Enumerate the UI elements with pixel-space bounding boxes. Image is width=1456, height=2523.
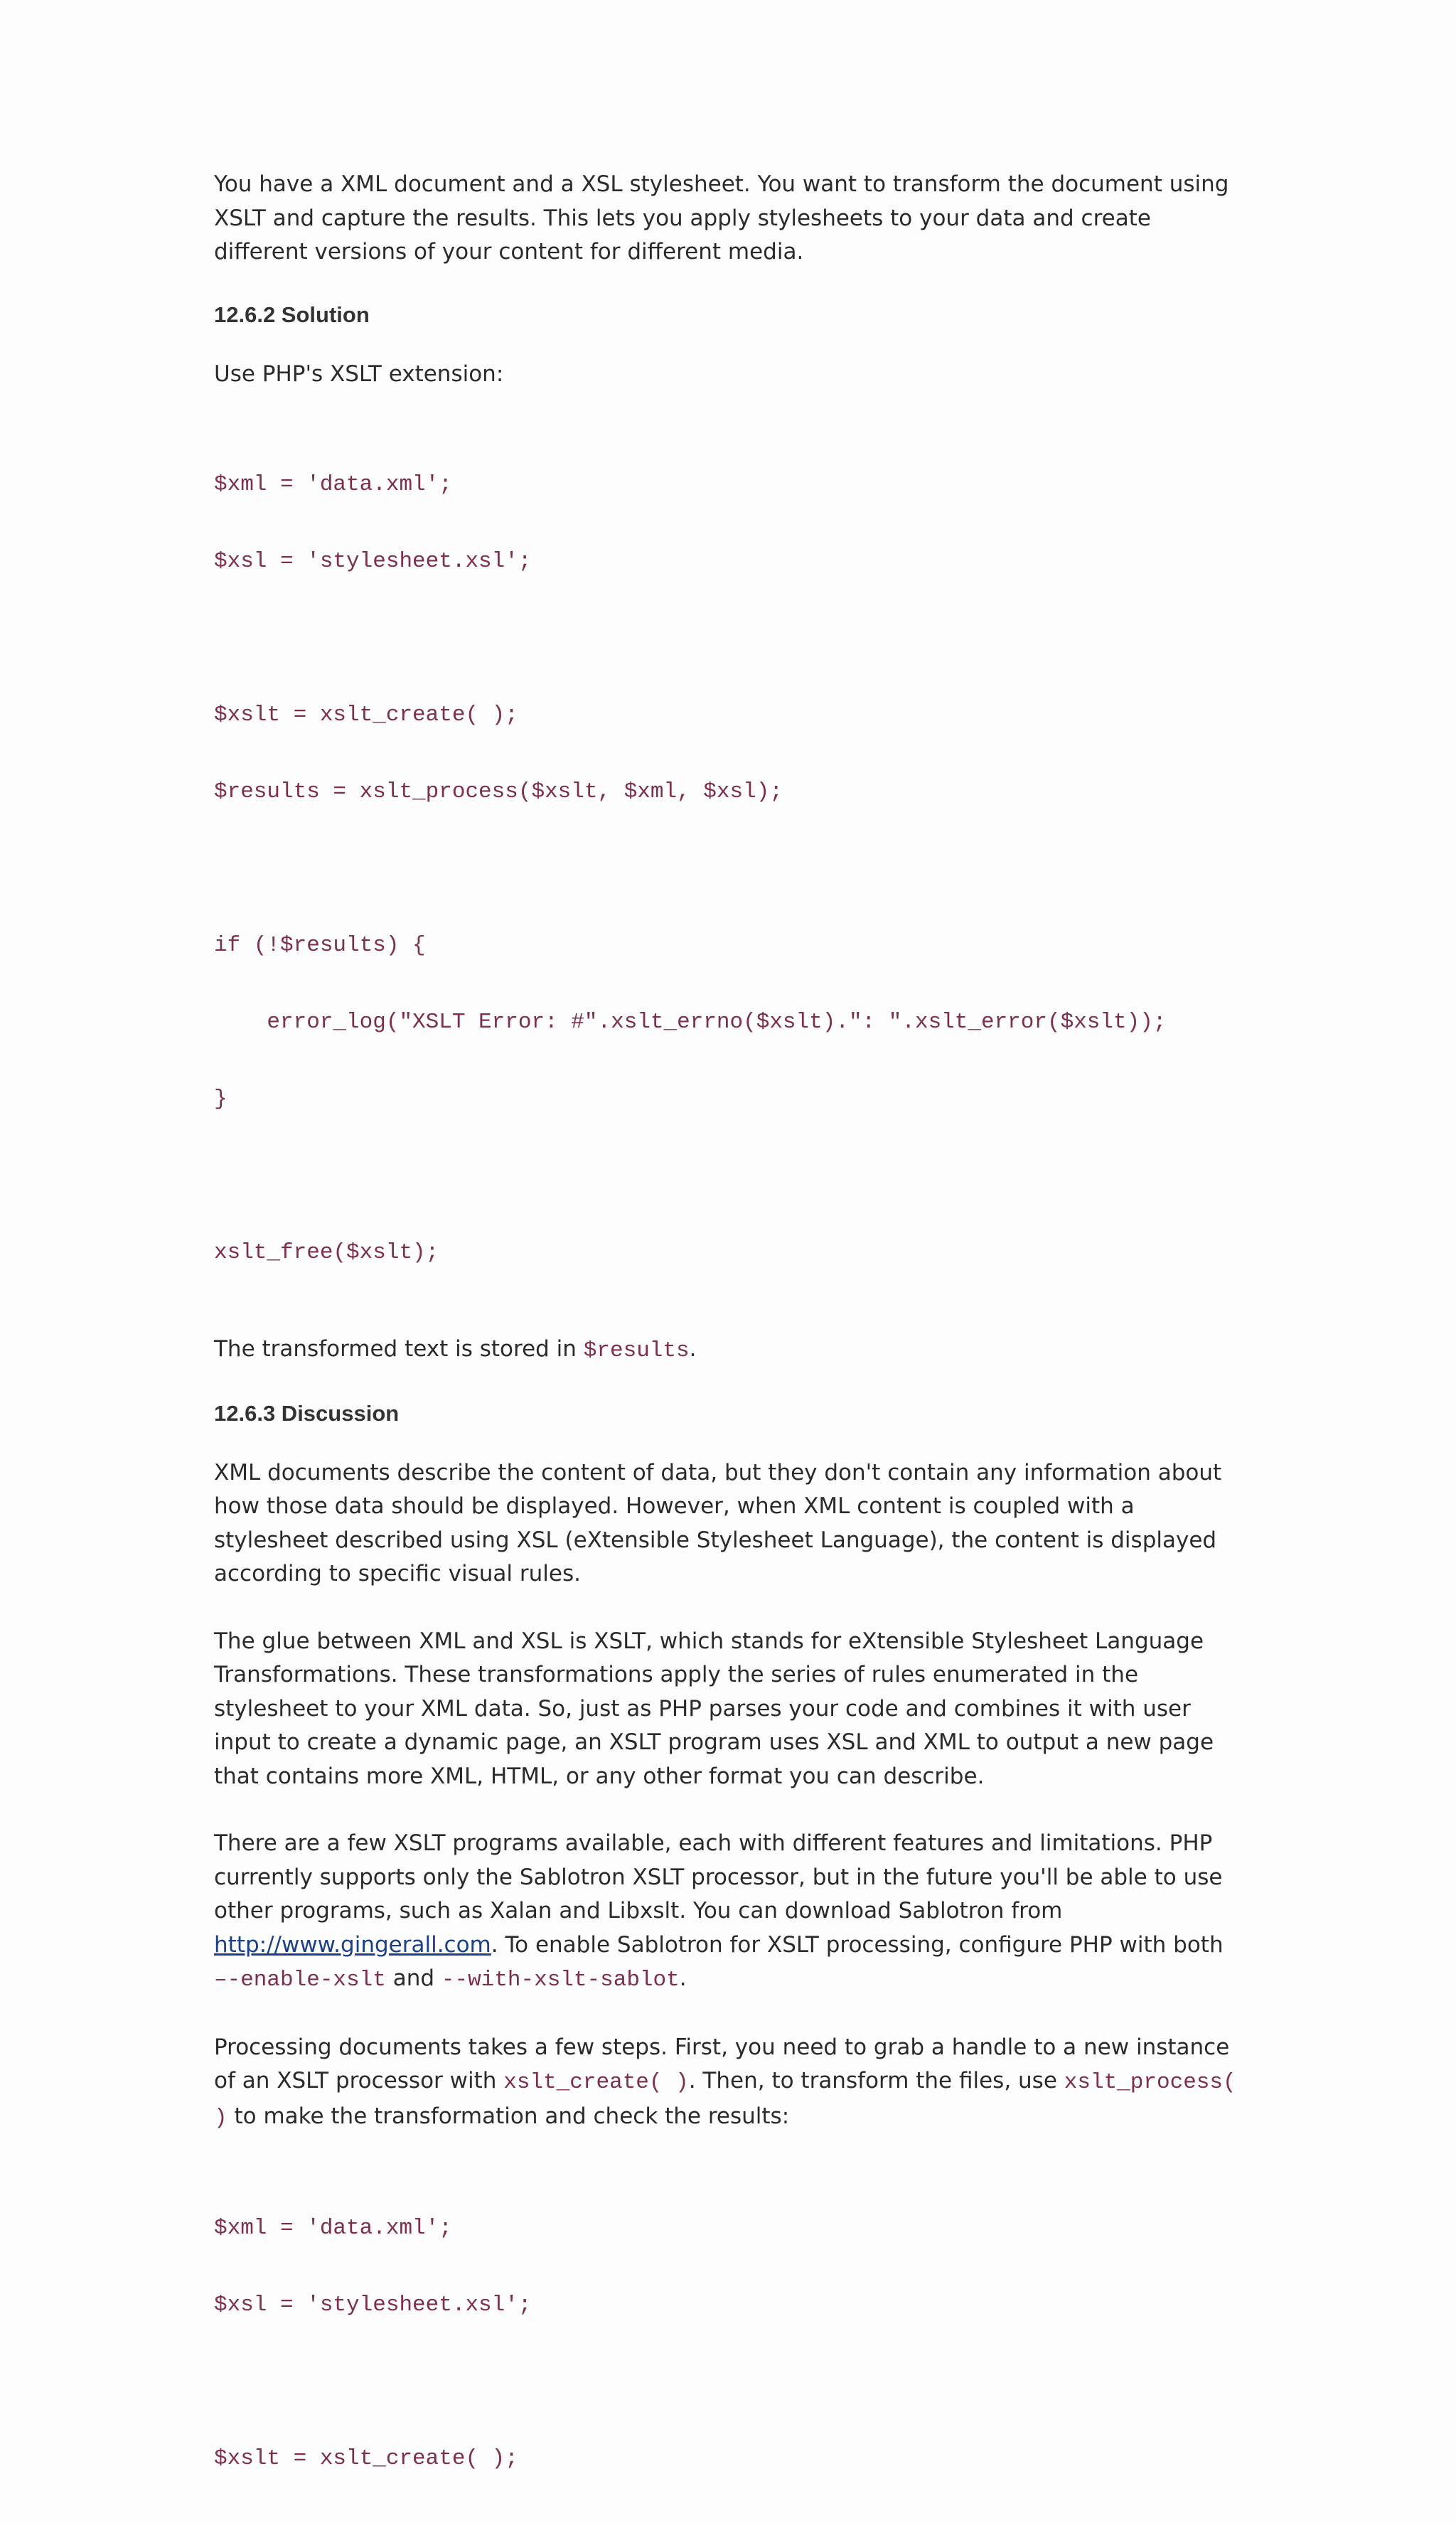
p3-end: . (679, 1965, 687, 1991)
results-variable-code: $results (583, 1338, 690, 1363)
p3-text: There are a few XSLT programs available, each with different features and limitations. PHP currently supports only the Sablotron XSLT processor, but in the future you'll be able to use other programs, such as Xalan and Libxslt. You can download Sablotron from (214, 1830, 1223, 1924)
solution-intro: Use PHP's XSLT extension: (214, 361, 504, 387)
problem-paragraph: You have a XML document and a XSL stylesheet. You want to transform the document using XSLT and capture the results. This lets you apply stylesheets to your data and create different versions of your content for different media. (214, 171, 1229, 265)
solution-code-block (214, 421, 1248, 1317)
p4-text-1: Processing documents takes a few steps. First, you need to grab a handle to a new instance of an XSLT processor with (214, 2034, 1230, 2093)
code-line: xslt_free($xslt); (214, 1240, 439, 1265)
p3-and: and (385, 1965, 441, 1991)
code-line: $xml = 'data.xml'; (214, 2216, 452, 2241)
p4-text-2: . Then, to transform the files, use (688, 2068, 1064, 2093)
enable-xslt-code: –-enable-xslt (214, 1968, 386, 1993)
discussion-paragraph-2: The glue between XML and XSL is XSLT, which stands for eXtensible Stylesheet Language Transformations. These transformations apply the series of rules enumerated in the stylesheet to your XML data. So, just as PHP parses your code and combines it with user input to create a dynamic page, an XSLT program uses XSL and XML to output a new page that contains more XML, HTML, or any other format you can describe. (214, 1628, 1214, 1789)
discussion-paragraph-1: XML documents describe the content of data, but they don't contain any information about how those data should be displayed. However, when XML content is coupled with a stylesheet described using XSL (eXtensible Stylesheet Language), the content is displayed according to specific visual rules. (214, 1459, 1222, 1586)
xslt-create-code: xslt_create( ) (503, 2070, 689, 2095)
xslt-process-code: xslt_process( ) (214, 2070, 1236, 2130)
code-line: $results = xslt_process($xslt, $xml, $xsl); (214, 779, 783, 804)
discussion-paragraph-3 (214, 1827, 1248, 1997)
p3-text-2: . To enable Sablotron for XSLT processing, configure PHP with both (491, 1931, 1224, 1958)
code-line: if (!$results) { (214, 933, 426, 958)
with-xslt-sablot-code: --with-xslt-sablot (441, 1968, 680, 1993)
solution-heading: 12.6.2 Solution (214, 302, 370, 327)
document-content (214, 168, 1248, 2523)
code-line: $xslt = xslt_create( ); (214, 703, 518, 727)
gingerall-link[interactable]: http://www.gingerall.com (214, 1931, 491, 1958)
result-end: . (689, 1336, 697, 1362)
code-line: $xsl = 'stylesheet.xsl'; (214, 2293, 532, 2317)
code-line: error_log("XSLT Error: #".xslt_errno($xslt).": ".xslt_error($xslt)); (214, 1010, 1167, 1035)
p4-text-3: to make the transformation and check the results: (227, 2103, 790, 2129)
result-paragraph (214, 1333, 1248, 1368)
code-line: } (214, 1087, 228, 1111)
result-text: The transformed text is stored in (214, 1336, 584, 1362)
discussion-paragraph-4 (214, 2031, 1248, 2135)
discussion-code-block (214, 2165, 1248, 2523)
code-line: $xsl = 'stylesheet.xsl'; (214, 549, 532, 574)
discussion-heading: 12.6.3 Discussion (214, 1400, 400, 1426)
code-line: $xslt = xslt_create( ); (214, 2446, 518, 2471)
code-line: $xml = 'data.xml'; (214, 472, 452, 497)
